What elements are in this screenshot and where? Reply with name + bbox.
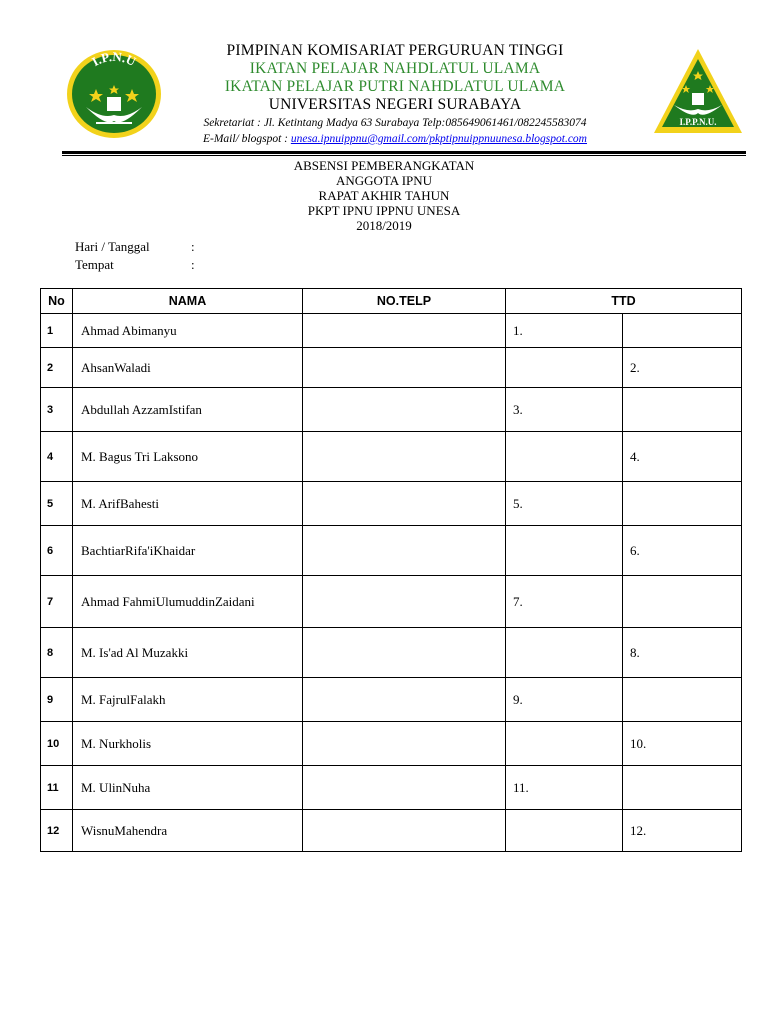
row-number: 8 [41, 628, 73, 678]
row-signature-right[interactable] [623, 576, 742, 628]
row-signature-right[interactable] [623, 766, 742, 810]
ipnu-logo [66, 49, 162, 139]
table-row [41, 810, 742, 852]
row-name: M. Nurkholis [73, 722, 303, 766]
email-label: E-Mail/ blogspot : [203, 133, 291, 145]
row-phone[interactable] [303, 432, 506, 482]
table-row [41, 432, 742, 482]
header-line-1: PIMPINAN KOMISARIAT PERGURUAN TINGGI [226, 42, 564, 59]
row-signature-right[interactable]: 8. [623, 628, 742, 678]
row-phone[interactable] [303, 810, 506, 852]
row-name: M. FajrulFalakh [73, 678, 303, 722]
title-line-1: ABSENSI PEMBERANGKATAN [293, 158, 475, 173]
title-line-2: ANGGOTA IPNU [335, 173, 433, 188]
date-colon: : [191, 239, 195, 254]
header-line-2: IKATAN PELAJAR NAHDLATUL ULAMA [249, 60, 541, 77]
header-no: No [41, 289, 73, 314]
header-rule-thin [62, 155, 746, 156]
row-name: AhsanWaladi [73, 348, 303, 388]
row-number: 10 [41, 722, 73, 766]
row-number: 2 [41, 348, 73, 388]
email-link[interactable]: unesa.ipnuippnu@gmail.com/pkptipnuippnuunesa.blogspot.com [290, 133, 587, 145]
row-signature-left[interactable] [506, 526, 623, 576]
letterhead [150, 42, 640, 146]
row-name: M. UlinNuha [73, 766, 303, 810]
header-line-3: IKATAN PELAJAR PUTRI NAHDLATUL ULAMA [224, 78, 566, 95]
row-phone[interactable] [303, 314, 506, 348]
attendance-table [40, 288, 742, 852]
row-number: 11 [41, 766, 73, 810]
row-name: WisnuMahendra [73, 810, 303, 852]
table-row [41, 722, 742, 766]
document-titles [240, 158, 528, 233]
row-phone[interactable] [303, 526, 506, 576]
row-signature-left[interactable]: 11. [506, 766, 623, 810]
row-signature-left[interactable] [506, 628, 623, 678]
row-number: 3 [41, 388, 73, 432]
row-number: 6 [41, 526, 73, 576]
header-line-4: UNIVERSITAS NEGERI SURABAYA [268, 96, 522, 113]
table-body [41, 314, 742, 852]
table-row [41, 766, 742, 810]
row-signature-left[interactable]: 9. [506, 678, 623, 722]
row-signature-right[interactable]: 10. [623, 722, 742, 766]
header-signature: TTD [506, 289, 742, 314]
row-name: Ahmad FahmiUlumuddinZaidani [73, 576, 303, 628]
ippnu-logo-text: I.P.P.N.U. [679, 117, 717, 127]
table-header-row [41, 289, 742, 314]
row-phone[interactable] [303, 576, 506, 628]
table-row [41, 348, 742, 388]
row-number: 5 [41, 482, 73, 526]
table-row [41, 526, 742, 576]
row-signature-right[interactable] [623, 314, 742, 348]
header-name: NAMA [73, 289, 303, 314]
date-row [75, 238, 195, 256]
title-line-4: PKPT IPNU IPPNU UNESA [307, 203, 461, 218]
table-row [41, 628, 742, 678]
place-colon: : [191, 257, 195, 272]
row-signature-left[interactable] [506, 348, 623, 388]
row-name: M. Is'ad Al Muzakki [73, 628, 303, 678]
row-phone[interactable] [303, 722, 506, 766]
email-line [150, 132, 640, 146]
table-row [41, 388, 742, 432]
table-row [41, 482, 742, 526]
row-signature-right[interactable] [623, 678, 742, 722]
row-name: Abdullah AzzamIstifan [73, 388, 303, 432]
row-name: M. ArifBahesti [73, 482, 303, 526]
ipnu-logo-text: I.P.N.U [89, 49, 139, 70]
row-signature-left[interactable]: 3. [506, 388, 623, 432]
row-signature-right[interactable]: 2. [623, 348, 742, 388]
row-signature-left[interactable] [506, 722, 623, 766]
row-name: Ahmad Abimanyu [73, 314, 303, 348]
row-signature-left[interactable] [506, 432, 623, 482]
row-signature-right[interactable] [623, 482, 742, 526]
table-row [41, 678, 742, 722]
row-number: 12 [41, 810, 73, 852]
title-line-5: 2018/2019 [356, 218, 412, 233]
date-label: Hari / Tanggal [75, 239, 150, 254]
row-signature-left[interactable]: 7. [506, 576, 623, 628]
row-name: BachtiarRifa'iKhaidar [73, 526, 303, 576]
table-row [41, 576, 742, 628]
row-number: 1 [41, 314, 73, 348]
row-name: M. Bagus Tri Laksono [73, 432, 303, 482]
title-line-3: RAPAT AKHIR TAHUN [318, 188, 450, 203]
row-phone[interactable] [303, 766, 506, 810]
row-phone[interactable] [303, 678, 506, 722]
header-phone: NO.TELP [303, 289, 506, 314]
row-phone[interactable] [303, 628, 506, 678]
row-signature-left[interactable] [506, 810, 623, 852]
table-row [41, 314, 742, 348]
row-signature-right[interactable]: 4. [623, 432, 742, 482]
row-number: 9 [41, 678, 73, 722]
row-number: 4 [41, 432, 73, 482]
row-phone[interactable] [303, 348, 506, 388]
row-signature-left[interactable]: 5. [506, 482, 623, 526]
place-row [75, 256, 195, 274]
secretariat-address: Sekretariat : Jl. Ketintang Madya 63 Surabaya Telp:085649061461/082245583074 [203, 117, 587, 129]
row-signature-right[interactable] [623, 388, 742, 432]
row-signature-right[interactable]: 6. [623, 526, 742, 576]
meeting-meta [75, 238, 195, 274]
header-rule-thick [62, 151, 746, 154]
ippnu-logo [652, 45, 744, 137]
place-label: Tempat [75, 257, 114, 272]
row-number: 7 [41, 576, 73, 628]
row-phone[interactable] [303, 388, 506, 432]
row-signature-right[interactable]: 12. [623, 810, 742, 852]
row-signature-left[interactable]: 1. [506, 314, 623, 348]
row-phone[interactable] [303, 482, 506, 526]
